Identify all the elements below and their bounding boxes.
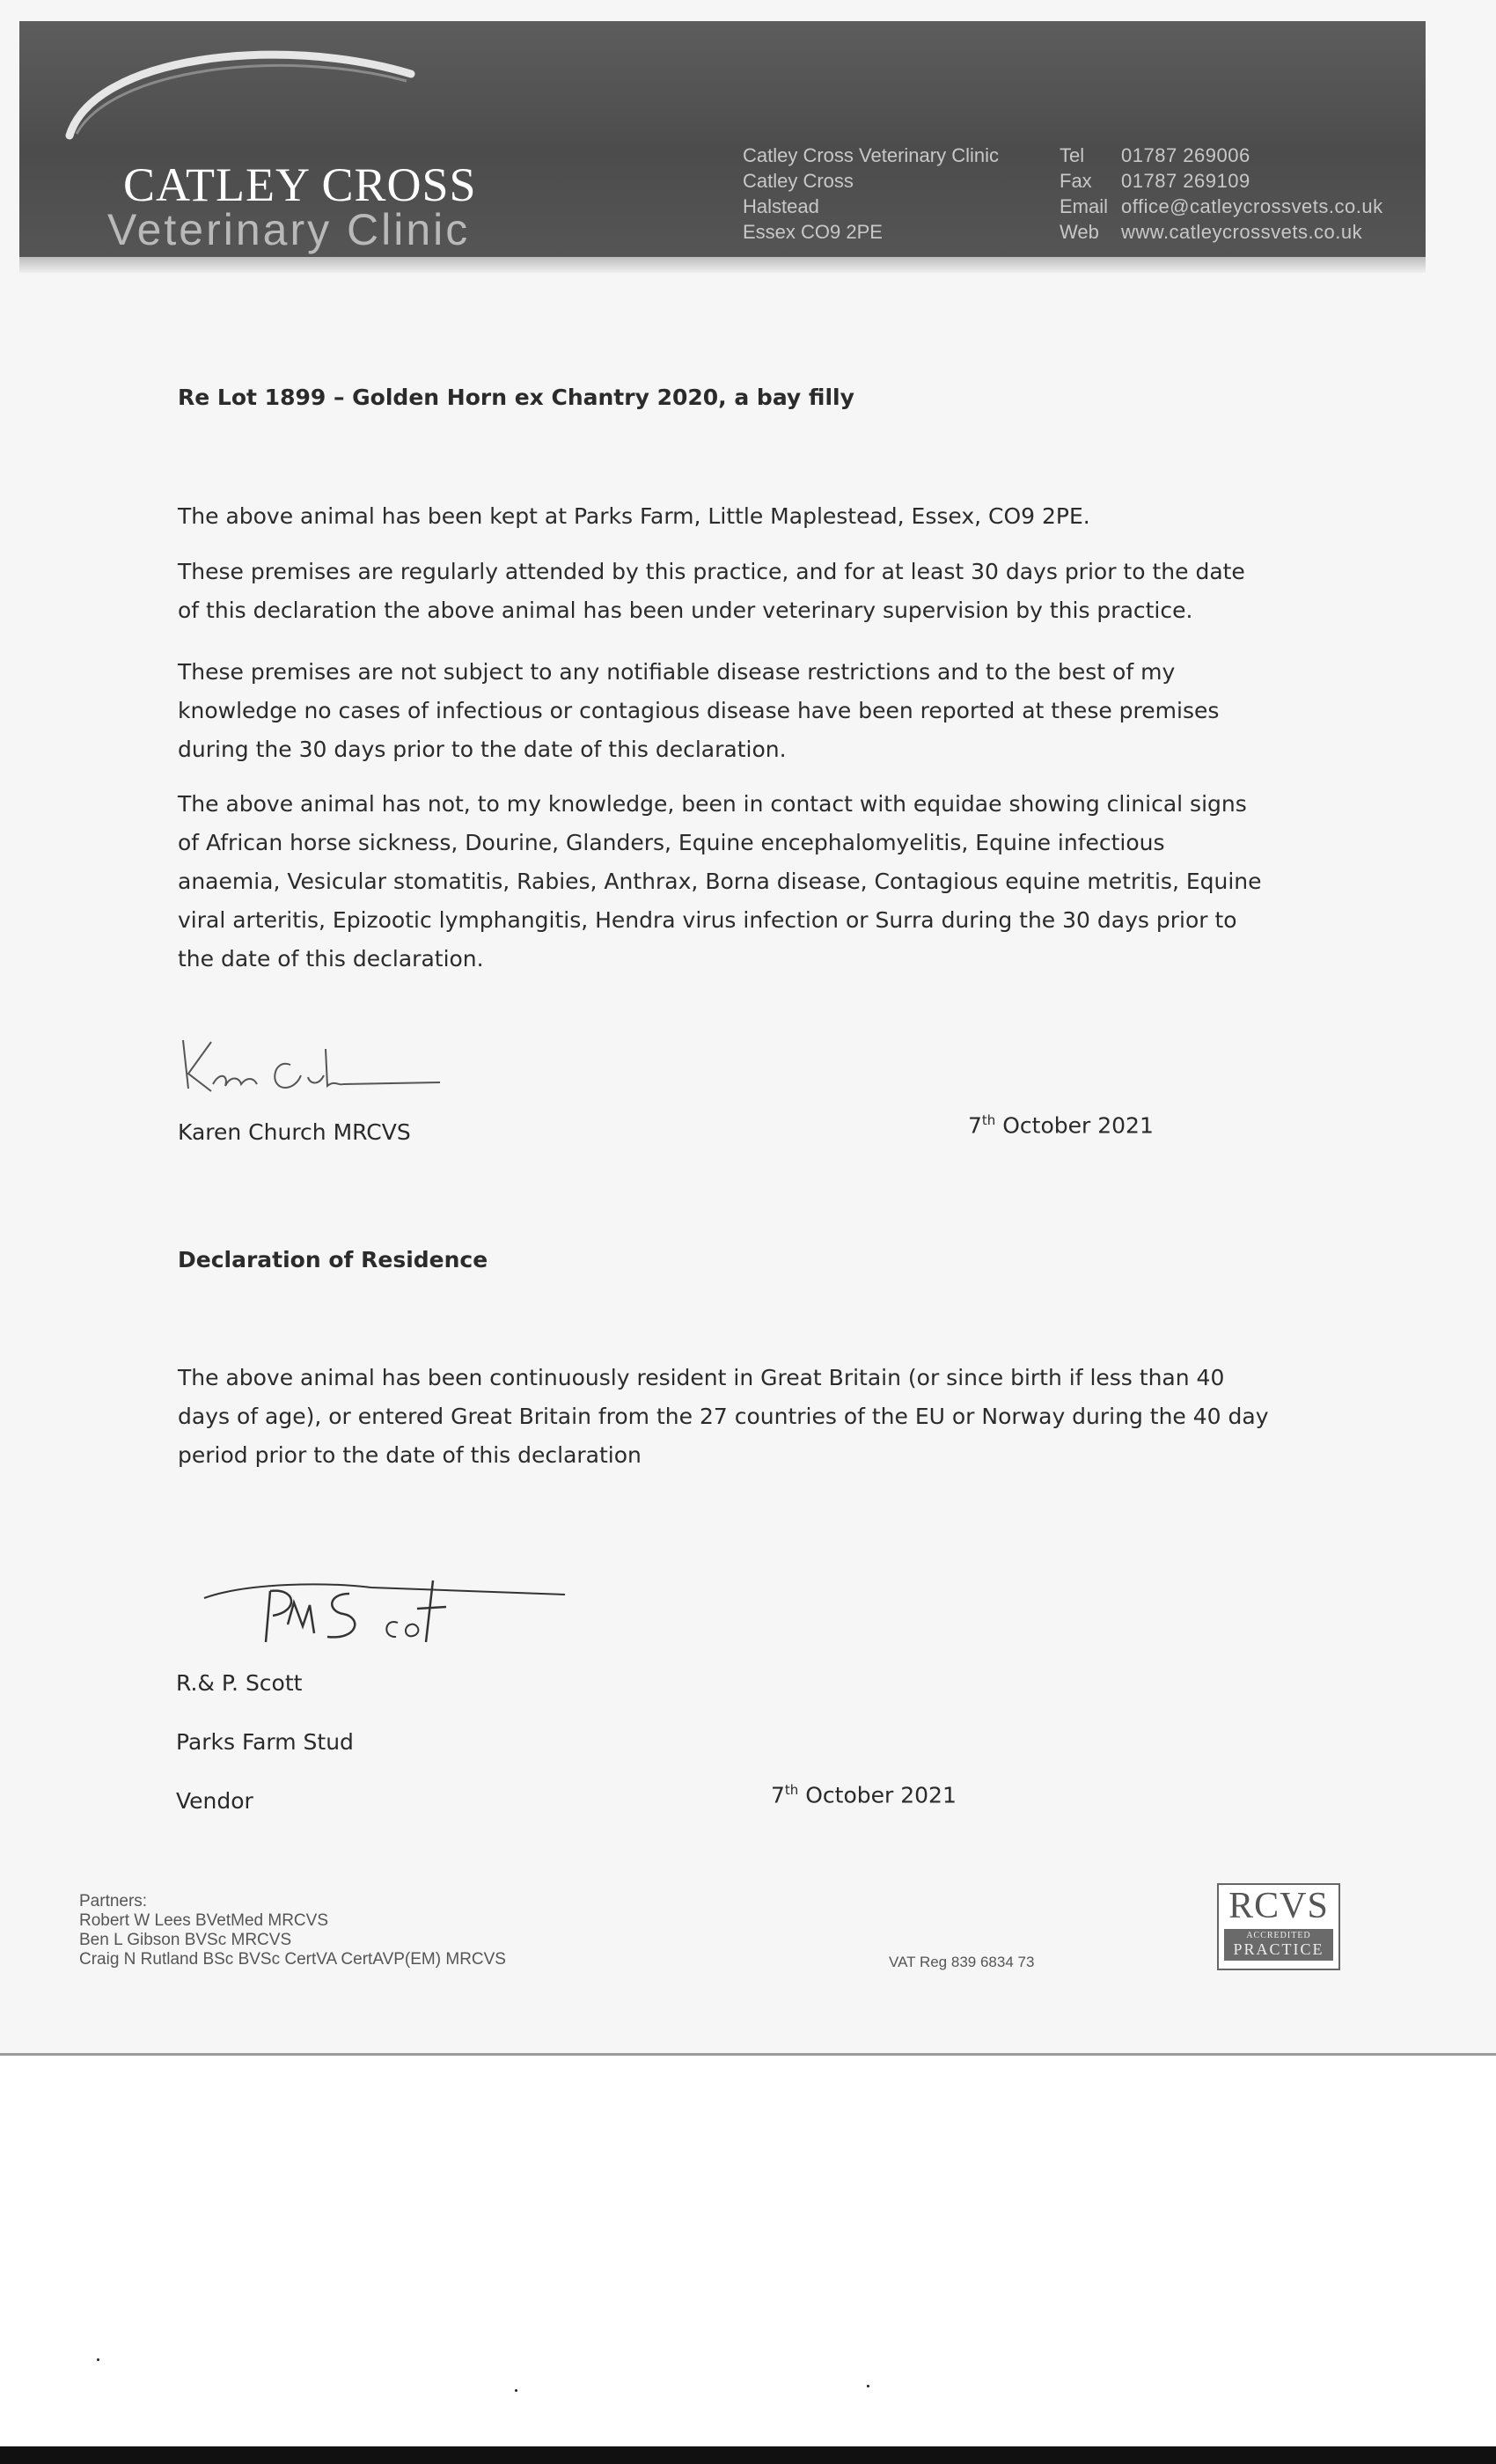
contact-label: Tel [1060,144,1085,166]
date-day: 7 [968,1112,982,1139]
scan-speck [515,2389,517,2392]
vendor-signature-icon [195,1572,565,1651]
badge-line: PRACTICE [1233,1940,1324,1958]
date-rest: October 2021 [798,1782,957,1808]
partner-entry: Ben L Gibson BVSc MRCVS [79,1931,292,1949]
partner-entry: Robert W Lees BVetMed MRCVS [79,1911,328,1930]
contact-row [1060,194,1383,219]
vet-signature-date [968,1112,1154,1138]
contact-value: 01787 269109 [1121,170,1250,192]
scan-speck [867,2385,869,2387]
address-line: Halstead [743,195,819,217]
date-suffix: th [784,1782,799,1798]
vendor-stud: Parks Farm Stud [176,1729,354,1755]
date-day: 7 [771,1782,785,1808]
date-suffix: th [981,1112,996,1128]
rcvs-band [1224,1929,1333,1961]
partners-list [79,1892,506,1969]
address-line: Catley Cross Veterinary Clinic [743,144,999,166]
declaration-title: Declaration of Residence [178,1247,488,1272]
rcvs-accreditation-badge [1217,1883,1340,1970]
contact-row [1060,143,1383,168]
address-line: Catley Cross [743,170,854,192]
contact-value: 01787 269006 [1121,144,1250,166]
rcvs-logo: RCVS [1228,1886,1329,1926]
vendor-signature-date [771,1782,957,1808]
vendor-name: R.& P. Scott [176,1670,303,1696]
address-line: Essex CO9 2PE [743,221,883,243]
badge-line: ACCREDITED [1246,1931,1311,1940]
contact-label: Web [1060,221,1099,243]
brand-name: CATLEY CROSS [123,158,477,211]
scan-speck [97,2358,99,2361]
date-rest: October 2021 [995,1112,1154,1139]
page-edge [0,2053,1496,2056]
letterhead-shadow [19,257,1426,273]
vet-signatory: Karen Church MRCVS [178,1119,411,1145]
letter-subject: Re Lot 1899 – Golden Horn ex Chantry 2020, a bay filly [178,385,854,410]
letterhead-banner [19,21,1426,257]
body-paragraph: The above animal has been kept at Parks Farm, Little Maplestead, Essex, CO9 2PE. [178,503,1090,529]
vat-registration: VAT Reg 839 6834 73 [889,1954,1035,1970]
contact-row [1060,219,1383,245]
body-paragraph: These premises are regularly attended by this practice, and for at least 30 days prior to the date of this declaration the above animal has been under veterinary supervision by this practice. [178,559,1245,623]
brand-subtitle: Veterinary Clinic [107,205,471,254]
contact-label: Email [1060,195,1109,217]
scan-border [0,2446,1496,2464]
vendor-role: Vendor [176,1788,253,1814]
body-paragraph: The above animal has not, to my knowledge, been in contact with equidae showing clinical signs of African horse sickness, Dourine, Glanders, Equine encephalomyelitis, Equine infectious anaemia, Vesicular stomatitis, Rabies, Anthrax, Borna disease, Contagious equine metritis, Equine viral arteritis, Epizootic lymphangitis, Hendra virus infection or Surra during the 30 days prior to the date of this declaration. [178,791,1262,972]
partner-entry: Craig N Rutland BSc BVSc CertVA CertAVP(EM) MRCVS [79,1950,506,1969]
contact-label: Fax [1060,170,1092,192]
contact-value: www.catleycrossvets.co.uk [1121,221,1363,243]
contact-value: office@catleycrossvets.co.uk [1121,195,1383,217]
logo-arc-icon [59,39,429,153]
vet-signature-icon [176,1023,458,1102]
partners-label: Partners: [79,1892,148,1910]
declaration-paragraph: The above animal has been continuously resident in Great Britain (or since birth if less than 40 days of age), or entered Great Britain from the 27 countries of the EU or Norway during the 40 day period prior to the date of this declaration [178,1365,1269,1468]
body-paragraph: These premises are not subject to any notifiable disease restrictions and to the best of my knowledge no cases of infectious or contagious disease have been reported at these premises during the 30 days prior to the date of this declaration. [178,659,1220,762]
clinic-address [743,143,999,245]
contact-row [1060,168,1383,194]
clinic-contacts [1060,143,1383,245]
